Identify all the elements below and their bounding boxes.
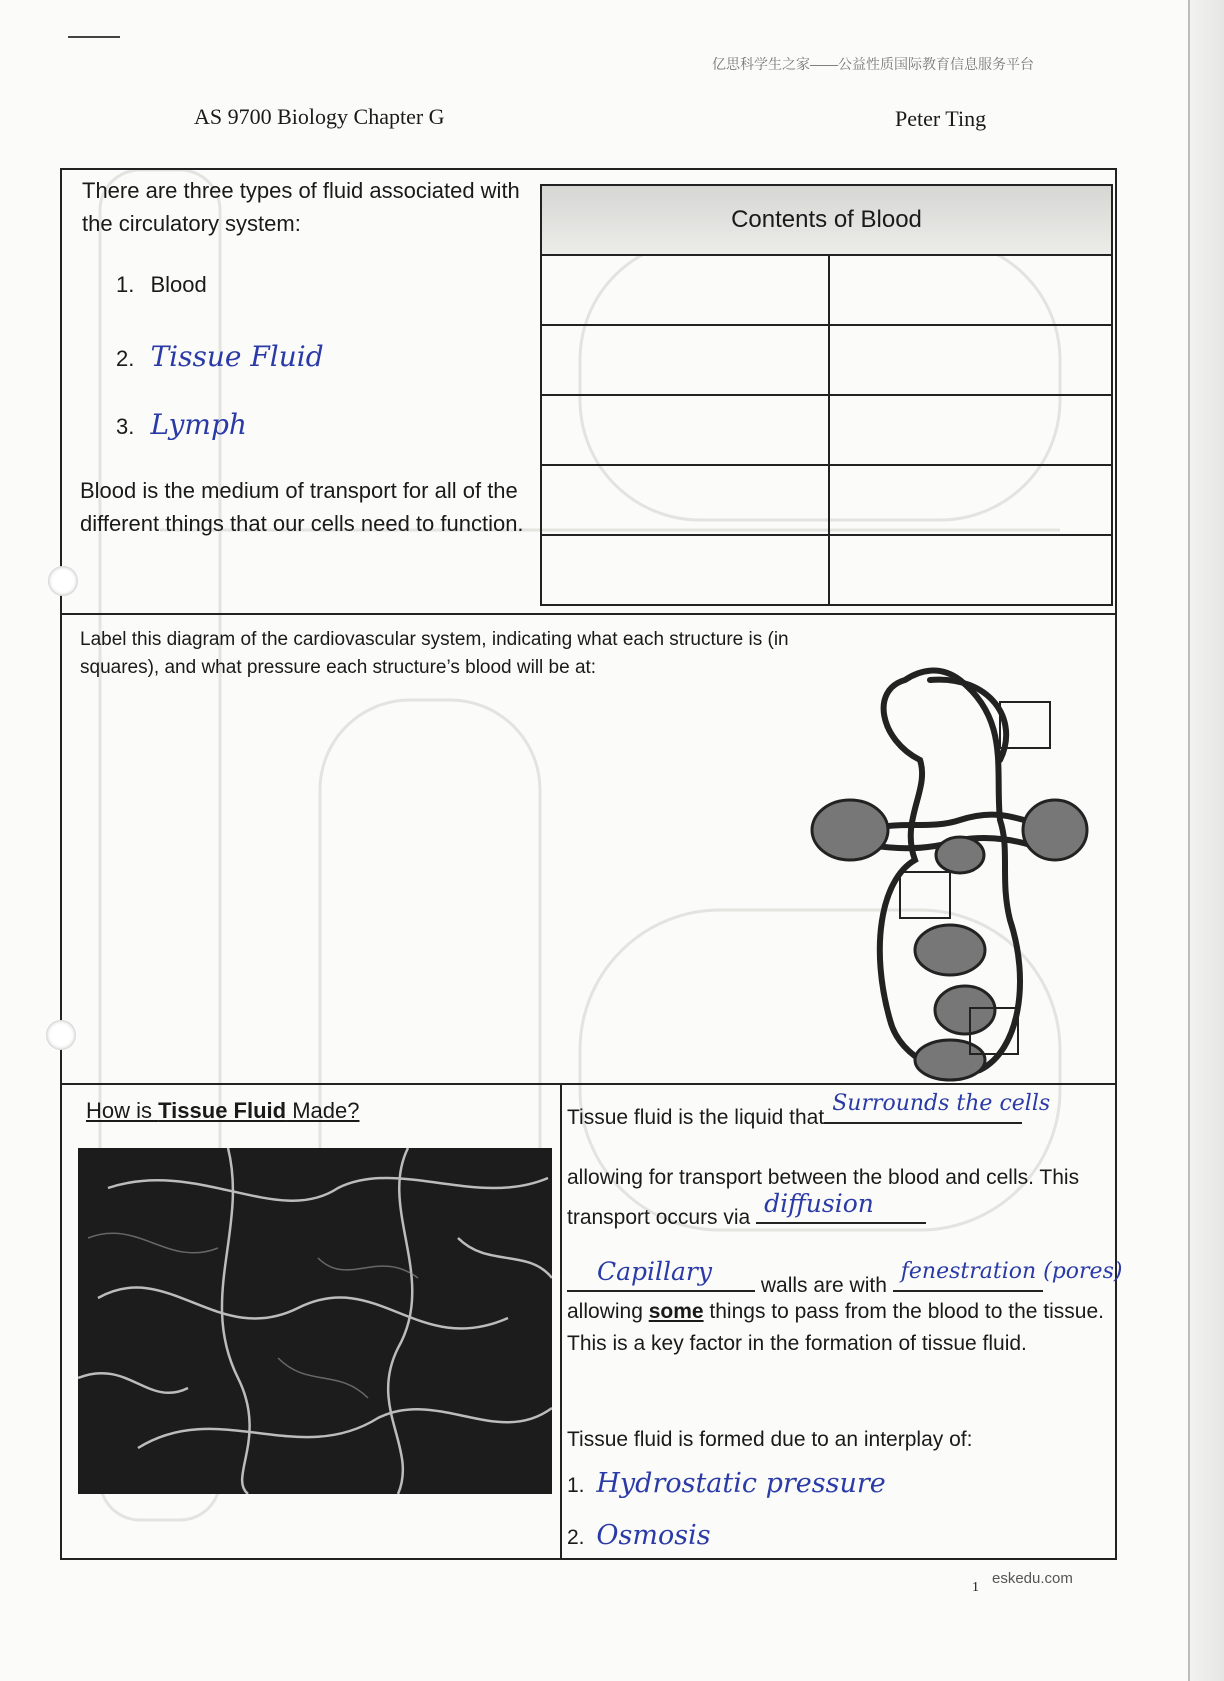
blood-description: Blood is the medium of transport for all of the different things that our cells need to function. bbox=[80, 478, 524, 536]
table-cell bbox=[541, 255, 829, 325]
line4-prefix: allowing bbox=[567, 1300, 649, 1323]
line1-prefix: Tissue fluid is the liquid that bbox=[567, 1106, 825, 1129]
factor-answer-2: Osmosis bbox=[596, 1520, 711, 1551]
tissue-fluid-line1 bbox=[567, 1091, 1107, 1134]
line3-mid: walls are with bbox=[760, 1274, 887, 1297]
table-cell bbox=[829, 255, 1112, 325]
divider-1 bbox=[60, 613, 1117, 615]
fluid-item-3 bbox=[116, 408, 247, 441]
factor-num-2: 2. bbox=[567, 1526, 585, 1549]
table-cell bbox=[829, 395, 1112, 465]
heading-suffix: Made? bbox=[286, 1098, 360, 1123]
factor-1 bbox=[567, 1468, 886, 1499]
cardiovascular-diagram bbox=[810, 650, 1090, 1090]
margin-dash bbox=[68, 36, 120, 38]
fluid-label-2: Tissue Fluid bbox=[150, 340, 324, 373]
tissue-micrograph bbox=[78, 1148, 552, 1494]
divider-3 bbox=[560, 1083, 562, 1559]
tissue-fluid-heading bbox=[86, 1098, 359, 1124]
punch-hole bbox=[48, 566, 78, 596]
table-cell bbox=[541, 325, 829, 395]
fenestration-answer: fenestration (pores) bbox=[900, 1259, 1123, 1284]
fluid-label-3: Lymph bbox=[150, 408, 247, 441]
tissue-fluid-line2 bbox=[567, 1162, 1087, 1234]
table-cell bbox=[541, 535, 829, 605]
fluid-label-1: Blood bbox=[150, 272, 207, 297]
line2-text: allowing for transport between the blood and cells. This transport occurs via bbox=[567, 1166, 1080, 1229]
fluid-num-3: 3. bbox=[116, 414, 135, 439]
fenestration-blank bbox=[893, 1259, 1123, 1292]
punch-hole bbox=[46, 1020, 76, 1050]
diagram-instruction: Label this diagram of the cardiovascular system, indicating what each structure is (in squares), and what pressure each structure’s blood will be at: bbox=[80, 629, 789, 678]
table-cell bbox=[829, 325, 1112, 395]
surrounds-answer: Surrounds the cells bbox=[832, 1091, 1051, 1116]
capillary-blank bbox=[567, 1257, 755, 1292]
surrounds-blank bbox=[824, 1091, 1051, 1124]
tissue-fluid-line4 bbox=[567, 1296, 1107, 1360]
page-edge-shadow bbox=[1188, 0, 1224, 1681]
line4-suffix: things to pass from the blood to the tissue. This is a key factor in the formation of tissue fluid. bbox=[567, 1300, 1104, 1355]
interplay-text: Tissue fluid is formed due to an interplay of: bbox=[567, 1428, 973, 1451]
contents-of-blood-table bbox=[540, 184, 1113, 606]
fluid-num-2: 2. bbox=[116, 346, 135, 371]
site-watermark: eskedu.com bbox=[992, 1570, 1073, 1587]
table-cell bbox=[541, 465, 829, 535]
course-title: AS 9700 Biology Chapter G bbox=[194, 104, 445, 129]
line4-bold: some bbox=[648, 1300, 704, 1323]
factor-2 bbox=[567, 1520, 711, 1551]
diffusion-answer: diffusion bbox=[764, 1189, 874, 1218]
fluid-item-2 bbox=[116, 340, 324, 373]
fluid-intro: There are three types of fluid associated with the circulatory system: bbox=[82, 178, 520, 236]
capillary-answer: Capillary bbox=[597, 1257, 713, 1286]
heading-bold: Tissue Fluid bbox=[158, 1098, 287, 1123]
author-name: Peter Ting bbox=[895, 106, 987, 131]
factor-answer-1: Hydrostatic pressure bbox=[596, 1468, 886, 1499]
contents-table-title: Contents of Blood bbox=[541, 185, 1112, 255]
diffusion-blank bbox=[756, 1189, 926, 1224]
factor-num-1: 1. bbox=[567, 1474, 585, 1497]
table-cell bbox=[829, 535, 1112, 605]
heading-prefix: How is bbox=[86, 1098, 159, 1123]
fluid-num-1: 1. bbox=[116, 272, 135, 297]
table-cell bbox=[829, 465, 1112, 535]
watermark-text: 亿思科学生之家——公益性质国际教育信息服务平台 bbox=[712, 56, 1034, 72]
table-cell bbox=[541, 395, 829, 465]
page-number: 1 bbox=[972, 1580, 979, 1595]
fluid-item-1 bbox=[116, 272, 207, 298]
